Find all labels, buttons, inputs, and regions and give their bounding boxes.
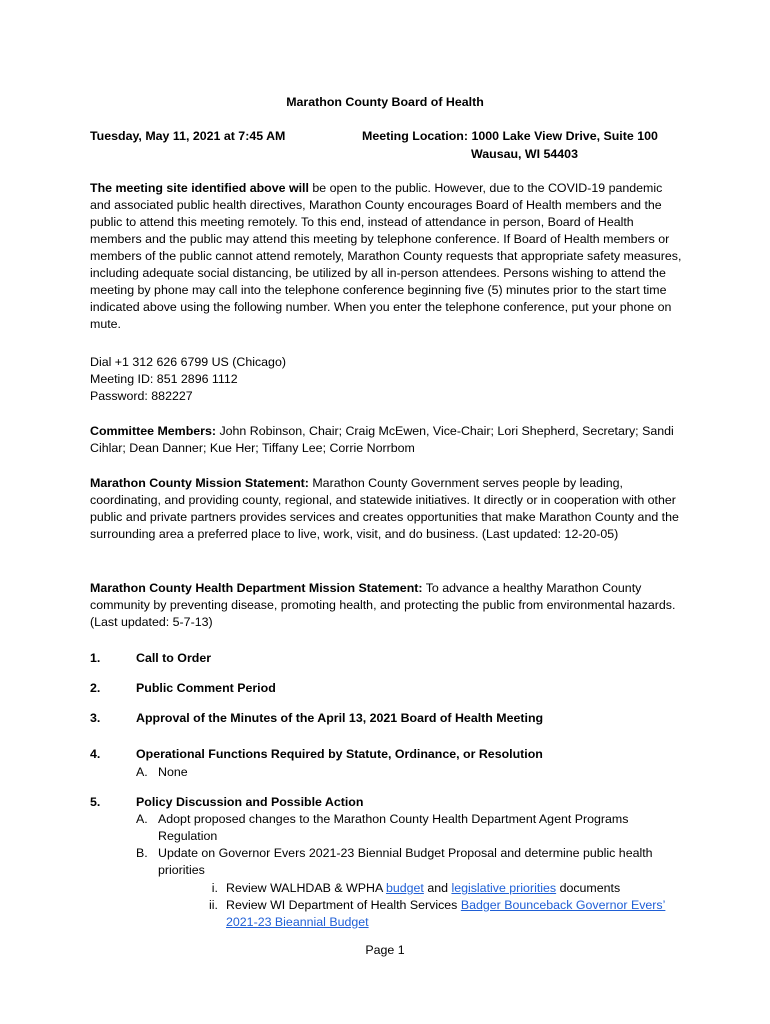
agenda-item-1: Call to Order (136, 651, 212, 665)
agenda-4a-letter: A. (136, 765, 148, 779)
agenda-4a-text: None (158, 765, 188, 779)
public-notice-paragraph (90, 180, 686, 333)
page-number: Page 1 (365, 943, 405, 957)
agenda-item-3: Approval of the Minutes of the April 13, 2021 Board of Health Meeting (136, 711, 544, 725)
agenda-item-4: Operational Functions Required by Statute, Ordinance, or Resolution (136, 747, 543, 761)
agenda-5bi-suffix: documents (556, 881, 621, 895)
county-mission-paragraph (90, 475, 686, 543)
budget-link[interactable]: budget (385, 881, 424, 895)
agenda-5a-text: Adopt proposed changes to the Marathon County Health Department Agent Programs Regulation (158, 812, 629, 843)
agenda-5bii-number: ii. (209, 898, 218, 912)
committee-list: John Robinson, Chair; Craig McEwen, Vice-Chair; Lori Shepherd, Secretary; Sandi Cihlar; Dean Danner; Kue Her; Tiffany Lee; Corrie Norrbom (90, 424, 674, 455)
legislative-priorities-link[interactable]: legislative priorities (451, 881, 557, 895)
meeting-location-city: Wausau, WI 54403 (471, 147, 578, 161)
notice-body: be open to the public. However, due to the COVID-19 pandemic and associated public health directives, Marathon County encourages Board of Health members and the public to attend this meeting remotely. To this end, instead of attendance in person, Board of Health members and the public may attend this meeting by telephone conference. If Board of Health members or members of the public cannot attend remotely, Marathon County requests that appropriate safety measures, including adequate social distancing, be utilized by all in-person attendees. Persons wishing to attend the meeting by phone may call into the telephone conference beginning five (5) minutes prior to the start time indicated above using the following number. When you enter the telephone conference, put your phone on mute. (90, 181, 682, 331)
agenda-number-4: 4. (90, 747, 101, 761)
agenda-number-3: 3. (90, 711, 101, 725)
document-title: Marathon County Board of Health (286, 95, 484, 109)
agenda-5bi-prefix: Review WALHDAB & WPHA (226, 881, 386, 895)
notice-lead: The meeting site identified above will (90, 181, 309, 195)
agenda-5bi-number: i. (211, 881, 218, 895)
agenda-number-2: 2. (90, 681, 101, 695)
agenda-5bi-mid: and (423, 881, 452, 895)
county-mission-label: Marathon County Mission Statement: (90, 476, 309, 490)
agenda-5b-text: Update on Governor Evers 2021-23 Biennial Budget Proposal and determine public health priorities (158, 846, 653, 877)
agenda-number-5: 5. (90, 795, 101, 809)
agenda-5bi-text (226, 880, 686, 897)
agenda-item-2: Public Comment Period (136, 681, 276, 695)
committee-label: Committee Members: (90, 424, 216, 438)
health-mission-label: Marathon County Health Department Mission Statement: (90, 581, 423, 595)
badger-bounceback-link[interactable]: Badger Bounceback Governor Evers’ 2021-23 Bieannial Budget (226, 898, 666, 929)
meeting-date-time: Tuesday, May 11, 2021 at 7:45 AM (90, 129, 286, 143)
meeting-password: Password: 882227 (90, 389, 193, 403)
dial-number: Dial +1 312 626 6799 US (Chicago) (90, 355, 286, 369)
agenda-5b-letter: B. (136, 846, 148, 860)
agenda-5bii-prefix: Review WI Department of Health Services (226, 898, 461, 912)
meeting-location: Meeting Location: 1000 Lake View Drive, Suite 100 (362, 129, 658, 143)
dial-in-info (90, 354, 686, 405)
agenda-5bii-text (226, 897, 686, 931)
health-mission-paragraph (90, 580, 686, 631)
agenda-number-1: 1. (90, 651, 101, 665)
meeting-id: Meeting ID: 851 2896 1112 (90, 372, 238, 386)
committee-members-paragraph (90, 423, 686, 457)
agenda-item-5: Policy Discussion and Possible Action (136, 795, 364, 809)
county-mission-text: Marathon County Government serves people by leading, coordinating, and providing county, regional, and statewide initiatives. It directly or in cooperation with other public and private partners provides services and creates opportunities that make Marathon County and the surrounding area a preferred place to live, work, visit, and do business. (Last updated: 12-20-05) (90, 476, 679, 541)
health-mission-text: To advance a healthy Marathon County community by preventing disease, promoting health, and protecting the public from environmental hazards. (Last updated: 5-7-13) (90, 581, 676, 629)
agenda-5a-letter: A. (136, 812, 148, 826)
